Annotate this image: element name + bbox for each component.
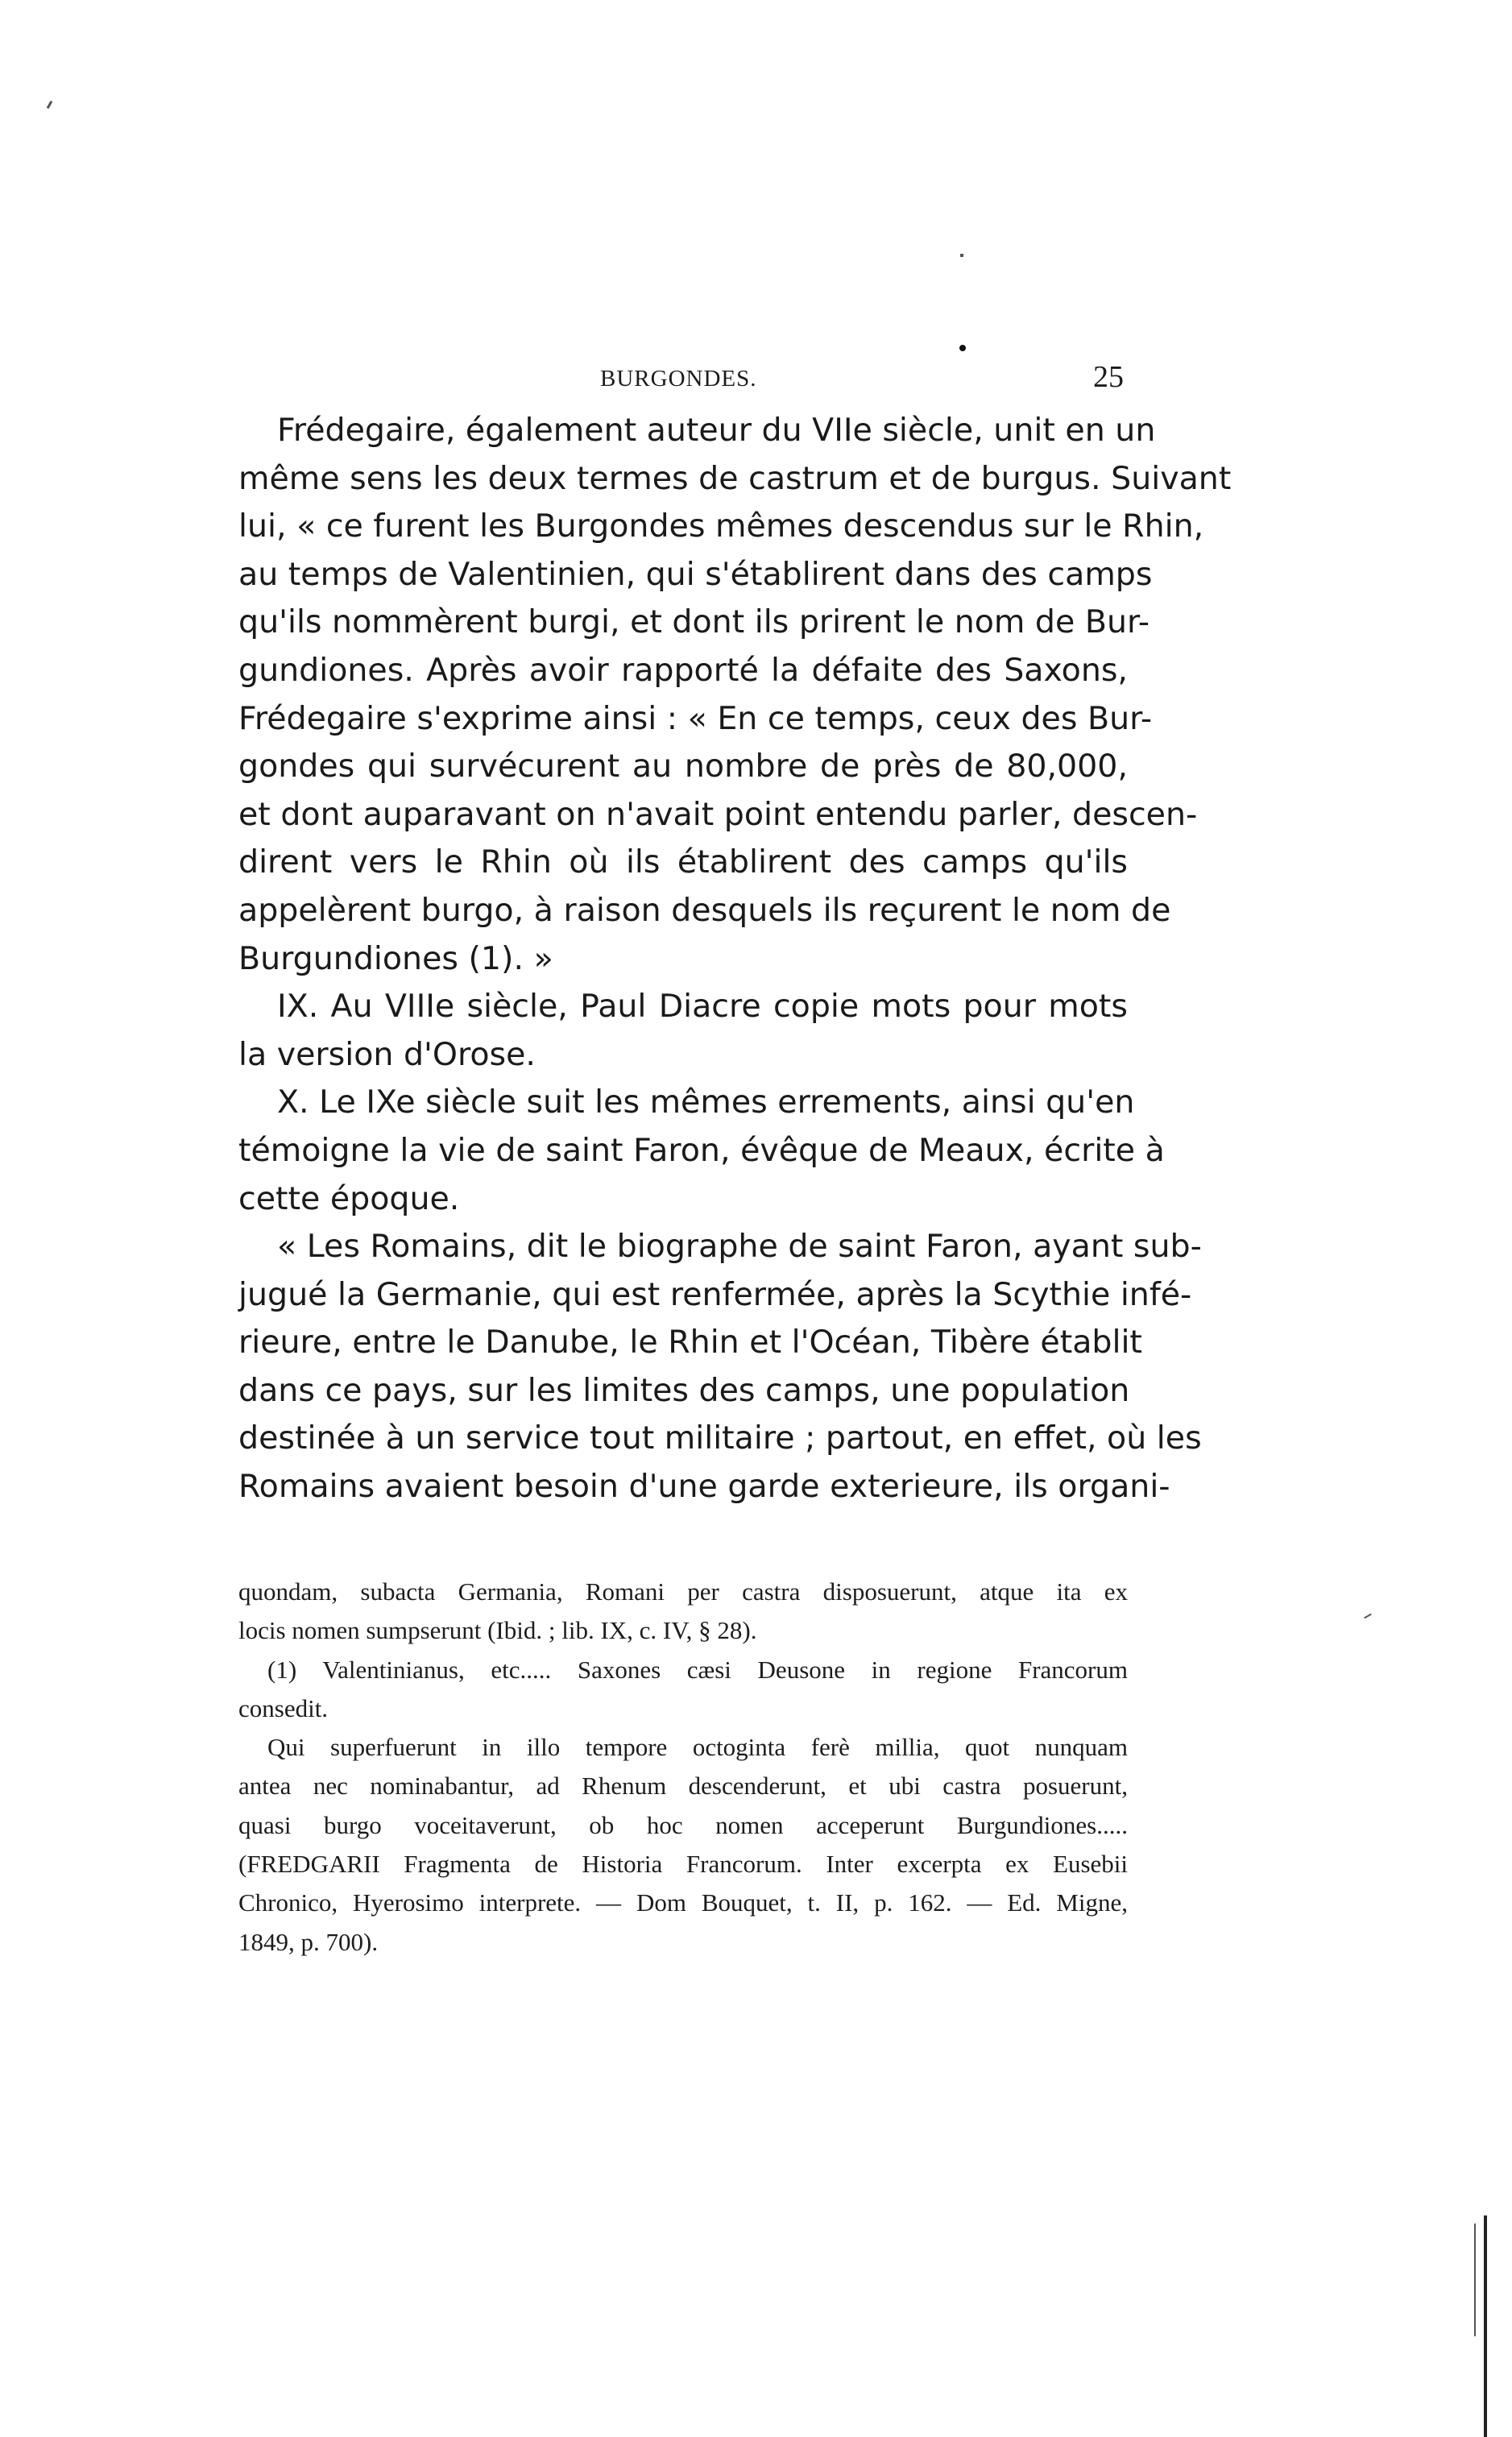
scan-speck (960, 254, 963, 257)
footnote-line: locis nomen sumpserunt (Ibid. ; lib. IX, c. IV, § 28). (238, 1616, 757, 1645)
footnote-line: antea nec nominabantur, ad Rhenum descenderunt, et ubi castra posuerunt, (238, 1772, 1128, 1801)
text-line: jugué la Germanie, qui est renfermée, après la Scythie infé- (238, 1275, 1192, 1313)
page-number: 25 (1093, 360, 1124, 394)
scan-edge-mark (1484, 2215, 1487, 2437)
main-text (238, 407, 1232, 1511)
running-head (242, 359, 1136, 400)
footnote-line: quondam, subacta Germania, Romani per castra disposuerunt, atque ita ex (238, 1577, 1128, 1606)
footnotes (238, 1573, 1128, 1962)
footnote-line: quasi burgo voceitaverunt, ob hoc nomen acceperunt Burgundiones..... (238, 1810, 1128, 1839)
text-line: témoigne la vie de saint Faron, évêque de Meaux, écrite à (238, 1131, 1165, 1169)
text-line: lui, « ce furent les Burgondes mêmes descendus sur le Rhin, (238, 508, 1204, 545)
text-line: et dont auparavant on n'avait point entendu parler, descen- (238, 795, 1198, 833)
footnote-line: Qui superfuerunt in illo tempore octoginta ferè millia, quot nunquam (267, 1733, 1128, 1762)
text-line: au temps de Valentinien, qui s'établirent dans des camps (238, 555, 1153, 593)
text-line: qu'ils nommèrent burgi, et dont ils prirent le nom de Bur- (238, 603, 1150, 641)
text-line: gondes qui survécurent au nombre de près de 80,000, (238, 748, 1128, 785)
footnote-line: (FREDGARII Fragmenta de Historia Francorum. Inter excerpta ex Eusebii (238, 1850, 1128, 1879)
scan-speck (47, 101, 53, 109)
text-line: gundiones. Après avoir rapporté la défaite des Saxons, (238, 651, 1128, 689)
text-line: appelèrent burgo, à raison desquels ils reçurent le nom de (238, 891, 1171, 929)
text-line: rieure, entre le Danube, le Rhin et l'Océan, Tibère établit (238, 1324, 1142, 1361)
text-line: destinée à un service tout militaire ; partout, en effet, où les (238, 1420, 1202, 1457)
text-line: Burgundiones (1). » (238, 939, 553, 977)
scan-speck (959, 345, 966, 351)
scan-edge-mark (1474, 2224, 1476, 2336)
text-line: dans ce pays, sur les limites des camps, une population (238, 1371, 1130, 1409)
text-line: dirent vers le Rhin où ils établirent des camps qu'ils (238, 843, 1128, 881)
footnote-line: (1) Valentinianus, etc..... Saxones cæsi Deusone in regione Francorum (267, 1655, 1128, 1684)
footnote-line: consedit. (238, 1693, 329, 1722)
footnote-line: Chronico, Hyerosimo interprete. — Dom Bouquet, t. II, p. 162. — Ed. Migne, (238, 1888, 1128, 1917)
footnote-line: 1849, p. 700). (238, 1927, 379, 1956)
section-ix-line: IX. Au VIIIe siècle, Paul Diacre copie mots pour mots (277, 988, 1128, 1026)
text-line: même sens les deux termes de castrum et de burgus. Suivant (238, 459, 1232, 497)
text-line: Frédegaire s'exprime ainsi : « En ce temps, ceux des Bur- (238, 699, 1153, 737)
text-line: la version d'Orose. (238, 1035, 536, 1073)
text-line: « Les Romains, dit le biographe de saint Faron, ayant sub- (277, 1228, 1202, 1266)
text-line: Frédegaire, également auteur du VIIe siècle, unit en un (277, 412, 1156, 449)
running-title: BURGONDES. (600, 366, 757, 392)
section-x-line: X. Le IXe siècle suit les mêmes errements, ainsi qu'en (277, 1084, 1135, 1121)
scan-speck (1364, 1614, 1372, 1619)
text-line: Romains avaient besoin d'une garde exterieure, ils organi- (238, 1468, 1170, 1506)
text-line: cette époque. (238, 1179, 460, 1217)
